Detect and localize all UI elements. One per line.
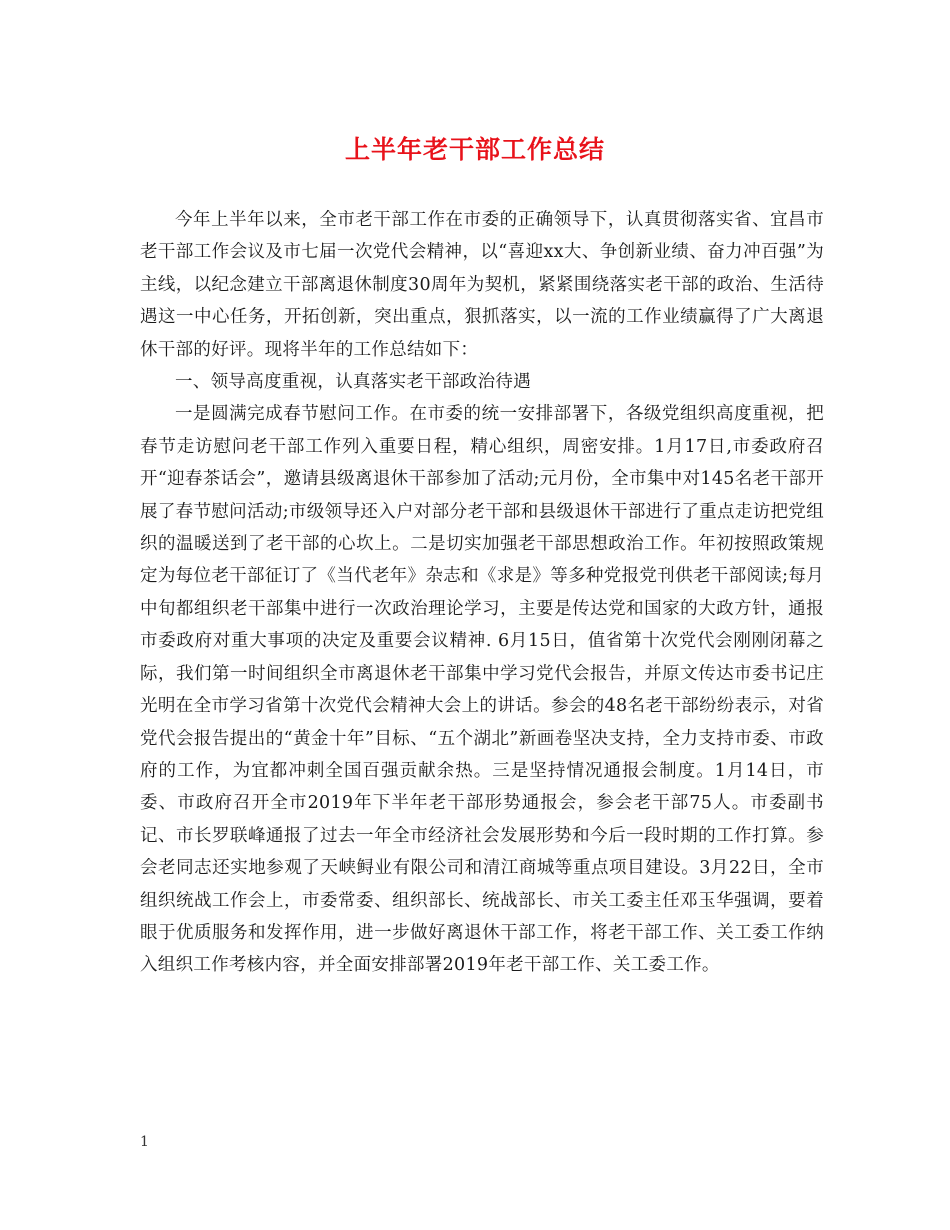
body-paragraph: 一是圆满完成春节慰问工作。在市委的统一安排部署下，各级党组织高度重视，把春节走访慰问老干部工作列入重要日程，精心组织，周密安排。1月17日,市委政府召开“迎春茶话会”，邀请县级离退休干部参加了活动;元月份，全市集中对145名老干部开展了春节慰问活动;市级领导还入户对部分老干部和县级退休干部进行了重点走访把党组织的温暖送到了老干部的心坎上。二是切实加强老干部思想政治工作。年初按照政策规定为每位老干部征订了《当代老年》杂志和《求是》等多种党报党刊供老干部阅读;每月中旬都组织老干部集中进行一次政治理论学习，主要是传达党和国家的大政方针，通报市委政府对重大事项的决定及重要会议精神. 6月15日，值省第十次党代会刚刚闭幕之际，我们第一时间组织全市离退休老干部集中学习党代会报告，并原文传达市委书记庄光明在全市学习省第十次党代会精神大会上的讲话。参会的48名老干部纷纷表示，对省党代会报告提出的“黄金十年”目标、“五个湖北”新画卷坚决支持，全力支持市委、市政府的工作，为宜都冲刺全国百强贡献余热。三是坚持情况通报会制度。1月14日，市委、市政府召开全市2019年下半年老干部形势通报会，参会老干部75人。市委副书记、市长罗联峰通报了过去一年全市经济社会发展形势和今后一段时期的工作打算。参会老同志还实地参观了天峡鲟业有限公司和清江商城等重点项目建设。3月22日，全市组织统战工作会上，市委常委、组织部长、统战部长、市关工委主任邓玉华强调，要着眼于优质服务和发挥作用，进一步做好离退休干部工作，将老干部工作、关工委工作纳入组织工作考核内容，并全面安排部署2019年老干部工作、关工委工作。 [140,404,824,976]
page-number: 1 [140,1134,149,1150]
document-body [140,204,824,982]
document-title: 上半年老干部工作总结 [344,135,605,164]
intro-paragraph: 今年上半年以来，全市老干部工作在市委的正确领导下，认真贯彻落实省、宜昌市老干部工作会议及市七届一次党代会精神，以“喜迎xx大、争创新业绩、奋力冲百强”为主线，以纪念建立干部离退休制度30周年为契机，紧紧围绕落实老干部的政治、生活待遇这一中心任务，开拓创新，突出重点，狠抓落实，以一流的工作业绩赢得了广大离退休干部的好评。现将半年的工作总结如下： [140,210,824,360]
section-heading: 一、领导高度重视，认真落实老干部政治待遇 [175,372,531,393]
